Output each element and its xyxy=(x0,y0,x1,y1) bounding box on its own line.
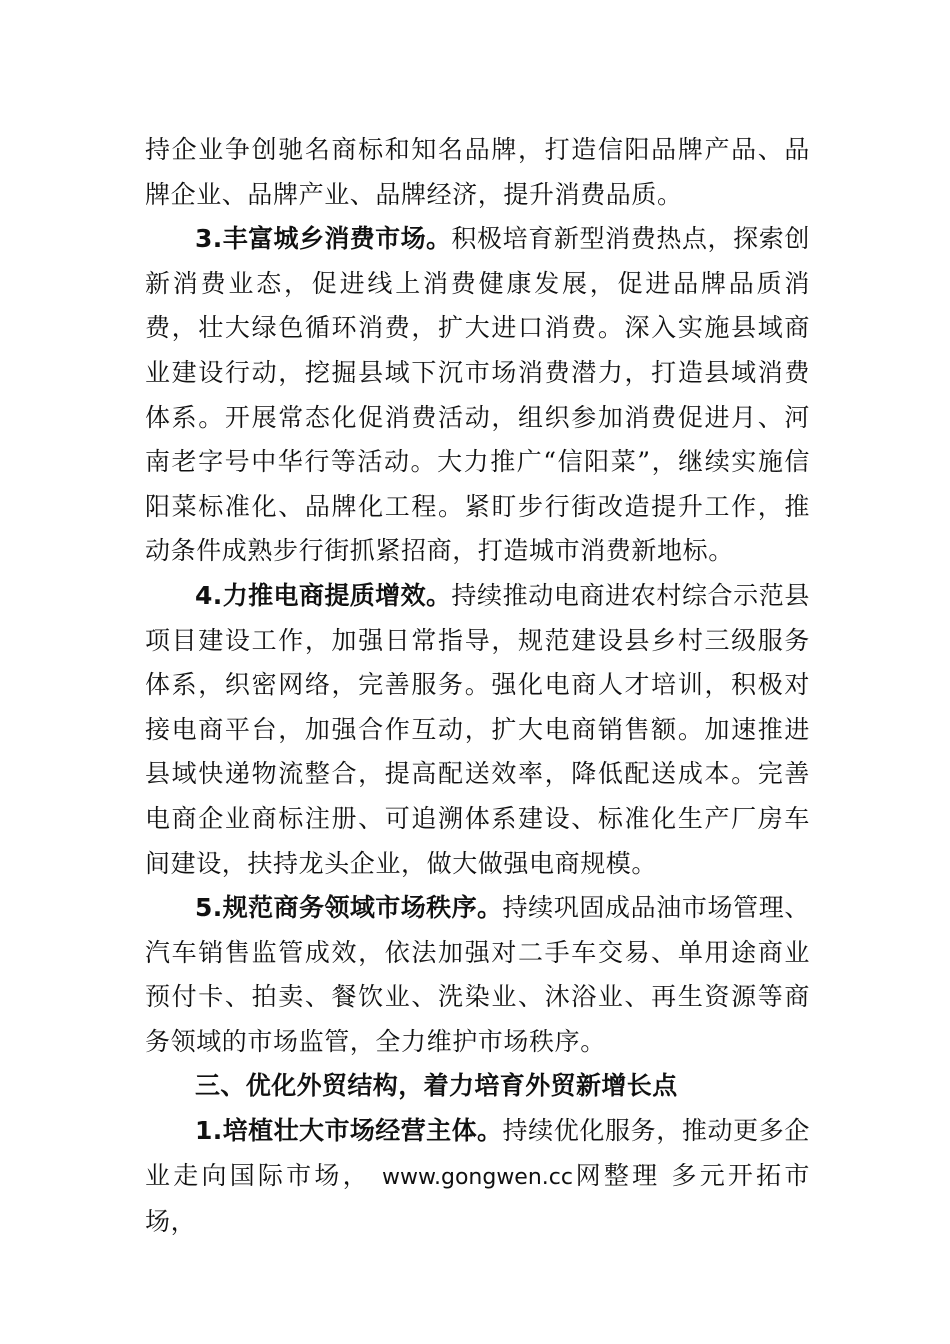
item-5-lead: 5.规范商务领域市场秩序。 xyxy=(195,893,503,923)
item-5-paragraph xyxy=(145,886,810,1064)
item-3-paragraph xyxy=(145,217,810,574)
source-url: www.gongwen.cc xyxy=(382,1164,573,1190)
section-3-item-1-body: 持续优化服务，推动更多企业走向国际市场， xyxy=(145,1116,811,1190)
section-3-item-1-paragraph xyxy=(145,1109,810,1245)
section-3-item-1-lead: 1.培植壮大市场经营主体。 xyxy=(195,1116,503,1146)
intro-paragraph: 持企业争创驰名商标和知名品牌，打造信阳品牌产品、品牌企业、品牌产业、品牌经济，提升消费品质。 xyxy=(145,135,810,209)
item-4-lead: 4.力推电商提质增效。 xyxy=(195,580,452,610)
item-5-body: 持续巩固成品油市场管理、汽车销售监管成效，依法加强对二手车交易、单用途商业预付卡、拍卖、餐饮业、洗染业、沐浴业、再生资源等商务领域的市场监管，全力维护市场秩序。 xyxy=(145,893,811,1056)
document-body xyxy=(145,128,810,1245)
section-3-item-1-body-end: 网整理 多元开拓市场， xyxy=(145,1160,810,1237)
item-4-paragraph xyxy=(145,574,810,886)
item-3-lead: 3.丰富城乡消费市场。 xyxy=(195,224,452,254)
item-3-body: 积极培育新型消费热点，探索创新消费业态，促进线上消费健康发展，促进品牌品质消费，壮大绿色循环消费，扩大进口消费。深入实施县域商业建设行动，挖掘县域下沉市场消费潜力，打造县域消费体系。开展常态化促消费活动，组织参加消费促进月、河南老字号中华行等活动。大力推广“信阳菜”，继续实施信阳菜标准化、品牌化工程。紧盯步行街改造提升工作，推动条件成熟步行街抓紧招商，打造城市消费新地标。 xyxy=(145,224,810,566)
item-4-body: 持续推动电商进农村综合示范县项目建设工作，加强日常指导，规范建设县乡村三级服务体系，织密网络，完善服务。强化电商人才培训，积极对接电商平台，加强合作互动，扩大电商销售额。加速推进县域快递物流整合，提高配送效率，降低配送成本。完善电商企业商标注册、可追溯体系建设、标准化生产厂房车间建设，扶持龙头企业，做大做强电商规模。 xyxy=(145,580,810,878)
section-heading: 三、优化外贸结构，着力培育外贸新增长点 xyxy=(195,1071,678,1101)
